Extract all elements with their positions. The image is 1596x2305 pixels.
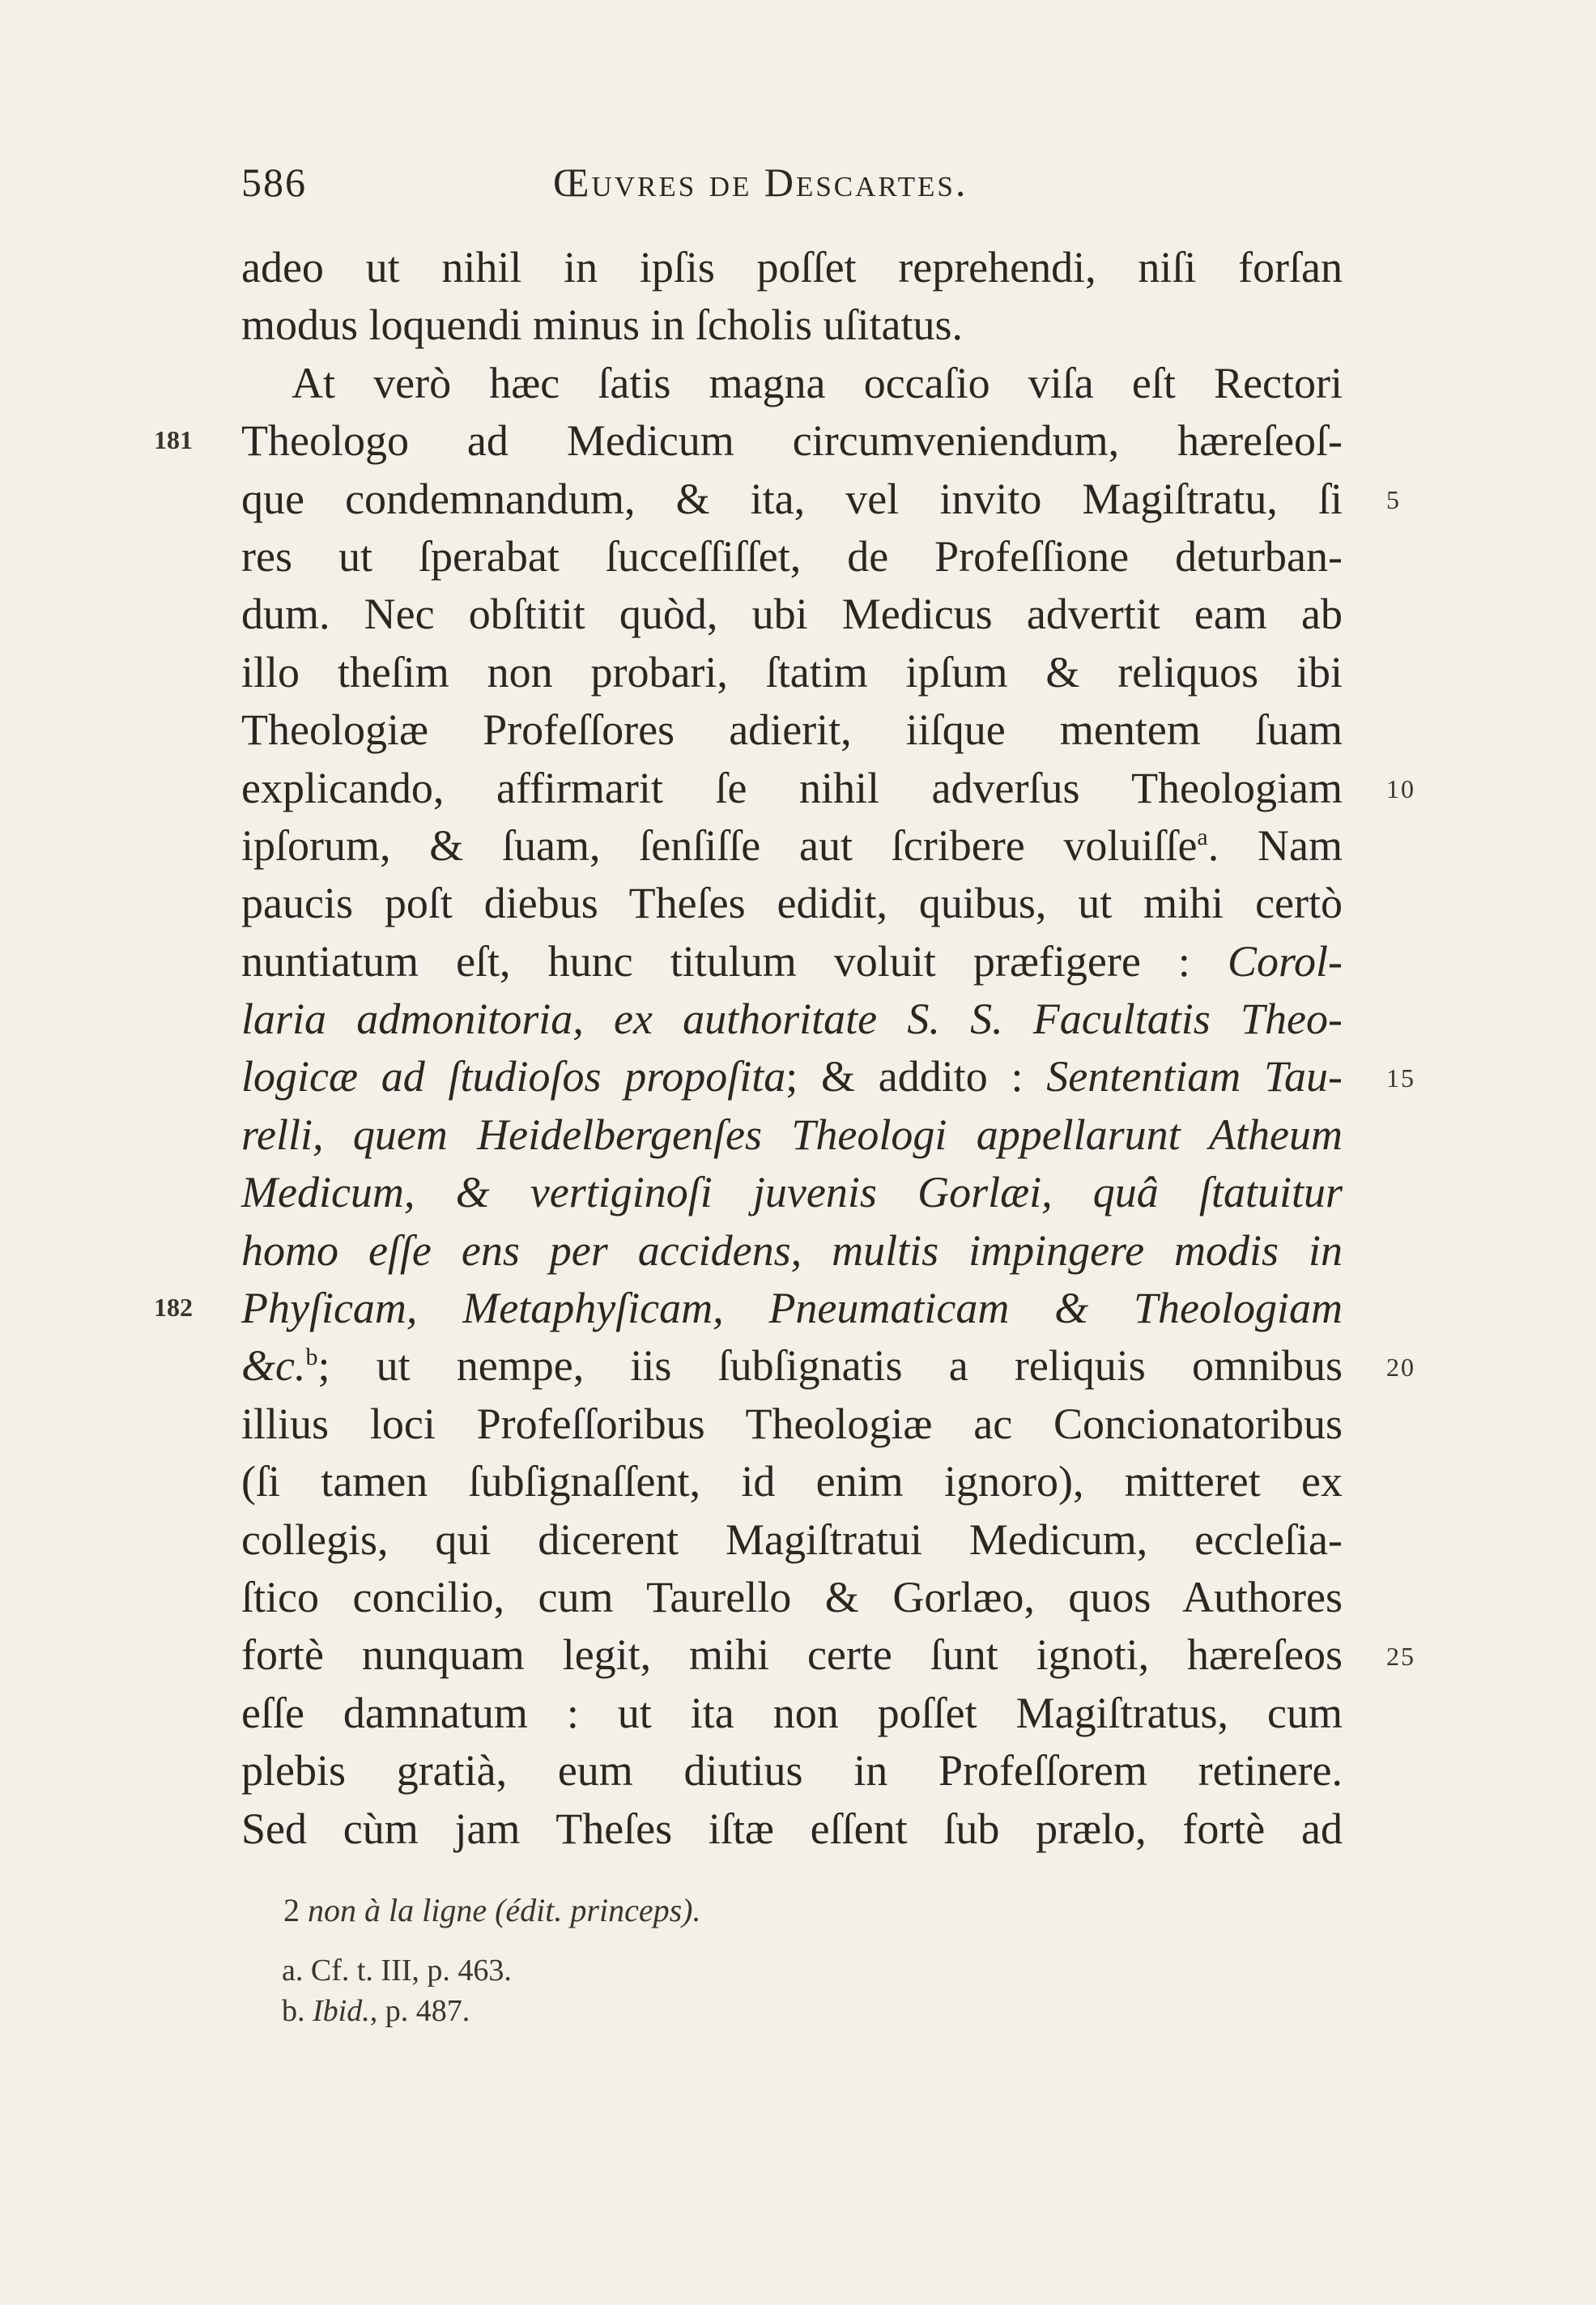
footnote-mark: a. bbox=[282, 1953, 311, 1988]
text-segment: laria admonitoria, ex authoritate S. S. Facultatis Theo- bbox=[241, 995, 1343, 1044]
text-segment: explicando, affirmarit ſe nihil adverſus Theologiam bbox=[241, 763, 1343, 812]
page-number: 586 bbox=[241, 160, 307, 205]
text-line bbox=[241, 239, 1343, 296]
text-segment: . Nam bbox=[1207, 820, 1343, 870]
footnote-marker: a bbox=[1197, 823, 1208, 850]
text-line bbox=[241, 1222, 1343, 1280]
text-segment: relli, quem Heidelbergenſes Theologi appellarunt Atheum bbox=[241, 1110, 1343, 1159]
text-segment: eſſe damnatum : ut ita non poſſet Magiſtratus, cum bbox=[241, 1688, 1343, 1737]
footnote-text: Cf. t. III, p. 463. bbox=[310, 1953, 512, 1988]
footnote bbox=[282, 1950, 512, 1991]
text-segment: que condemnandum, & ita, vel invito Magiſtratu, ſi bbox=[241, 474, 1343, 523]
footnote bbox=[282, 1991, 512, 2031]
text-segment: ipſorum, & ſuam, ſenſiſſe aut ſcribere voluiſſe bbox=[241, 820, 1198, 870]
text-line bbox=[241, 817, 1343, 875]
variant-note-number: 2 bbox=[283, 1892, 300, 1928]
text-segment: illo theſim non probari, ſtatim ipſum & reliquos ibi bbox=[241, 647, 1343, 697]
text-line bbox=[241, 933, 1343, 991]
footnotes bbox=[282, 1950, 512, 2031]
text-segment: (ſi tamen ſubſignaſſent, id enim ignoro), mitteret ex bbox=[241, 1457, 1343, 1506]
text-line bbox=[241, 1453, 1343, 1510]
line-number: 25 bbox=[1386, 1641, 1415, 1671]
text-segment: ; ut nempe, iis ſubſignatis a reliquis omnibus bbox=[317, 1341, 1343, 1391]
text-line bbox=[241, 701, 1343, 759]
line-number: 10 bbox=[1386, 773, 1415, 803]
text-line bbox=[241, 471, 1343, 528]
text-segment: Phyſicam, Metaphyſicam, Pneumaticam & Theologiam bbox=[241, 1284, 1343, 1333]
text-segment: fortè nunquam legit, mihi certe ſunt ignoti, hæreſeos bbox=[241, 1630, 1343, 1680]
text-segment: modus loquendi minus in ſcholis uſitatus. bbox=[241, 300, 963, 350]
text-line bbox=[241, 1626, 1343, 1684]
text-line bbox=[241, 875, 1343, 932]
variant-note-text: non à la ligne (édit. princeps). bbox=[308, 1892, 701, 1928]
line-number: 20 bbox=[1386, 1352, 1415, 1382]
text-line bbox=[241, 296, 1343, 354]
text-line bbox=[241, 644, 1343, 701]
footnote-mark: b. bbox=[282, 1994, 313, 2028]
text-line bbox=[241, 528, 1343, 586]
text-segment: nuntiatum eſt, hunc titulum voluit præfigere : bbox=[241, 936, 1228, 986]
text-line bbox=[241, 586, 1343, 643]
footnote-italic: Ibid. bbox=[313, 1994, 370, 2028]
text-segment: logicæ ad ſtudioſos propoſita bbox=[241, 1052, 786, 1101]
text-line bbox=[241, 1685, 1343, 1742]
text-line bbox=[241, 1742, 1343, 1800]
footnote-text: , p. 487. bbox=[369, 1994, 470, 2028]
text-segment: ſtico concilio, cum Taurello & Gorlæo, quos Authores bbox=[241, 1572, 1343, 1621]
text-line bbox=[241, 1395, 1343, 1453]
margin-page-ref: 181 bbox=[154, 425, 193, 455]
text-segment: Theologiæ Profeſſores adierit, iiſque mentem ſuam bbox=[241, 705, 1343, 755]
text-segment: plebis gratià, eum diutius in Profeſſorem retinere. bbox=[241, 1746, 1343, 1796]
body-text bbox=[241, 239, 1343, 1858]
text-segment: dum. Nec obſtitit quòd, ubi Medicus advertit eam ab bbox=[241, 590, 1343, 639]
text-line bbox=[241, 760, 1343, 817]
text-line bbox=[241, 1106, 1343, 1164]
text-segment: homo eſſe ens per accidens, multis impingere modis in bbox=[241, 1225, 1343, 1275]
text-line bbox=[241, 1337, 1343, 1395]
margin-page-ref: 182 bbox=[154, 1293, 193, 1323]
text-segment: Corol- bbox=[1227, 936, 1343, 986]
text-line bbox=[241, 355, 1343, 412]
text-segment: At verò hæc ſatis magna occaſio viſa eſt Rectori bbox=[292, 358, 1343, 407]
text-line bbox=[241, 1569, 1343, 1626]
text-line bbox=[241, 1800, 1343, 1858]
footnote-marker: b bbox=[305, 1344, 318, 1371]
variant-note bbox=[283, 1891, 700, 1929]
running-title: Œuvres de Descartes. bbox=[553, 160, 968, 205]
text-segment: Sententiam Tau- bbox=[1046, 1052, 1343, 1101]
text-segment: illius loci Profeſſoribus Theologiæ ac Concionatoribus bbox=[241, 1399, 1343, 1448]
text-line bbox=[241, 991, 1343, 1048]
text-segment: Medicum, & vertiginoſi juvenis Gorlæi, quâ ſtatuitur bbox=[241, 1168, 1343, 1217]
text-segment: Sed cùm jam Theſes iſtæ eſſent ſub prælo, fortè ad bbox=[241, 1804, 1343, 1853]
text-segment: collegis, qui dicerent Magiſtratui Medicum, eccleſia- bbox=[241, 1515, 1343, 1564]
line-number: 5 bbox=[1386, 484, 1401, 514]
text-line bbox=[241, 1511, 1343, 1569]
text-line bbox=[241, 1048, 1343, 1106]
text-line bbox=[241, 1280, 1343, 1337]
text-segment: Theologo ad Medicum circumveniendum, hæreſeoſ- bbox=[241, 416, 1343, 466]
text-segment: res ut ſperabat ſucceſſiſſet, de Profeſſione deturban- bbox=[241, 531, 1343, 581]
text-line bbox=[241, 412, 1343, 470]
text-line bbox=[241, 1164, 1343, 1221]
page-header bbox=[241, 159, 1343, 215]
text-segment: paucis poſt diebus Theſes edidit, quibus, ut mihi certò bbox=[241, 879, 1343, 928]
text-segment: &c. bbox=[241, 1341, 306, 1391]
text-segment: ; & addito : bbox=[785, 1052, 1047, 1101]
text-segment: adeo ut nihil in ipſis poſſet reprehendi, niſi forſan bbox=[241, 243, 1343, 292]
line-number: 15 bbox=[1386, 1063, 1415, 1093]
